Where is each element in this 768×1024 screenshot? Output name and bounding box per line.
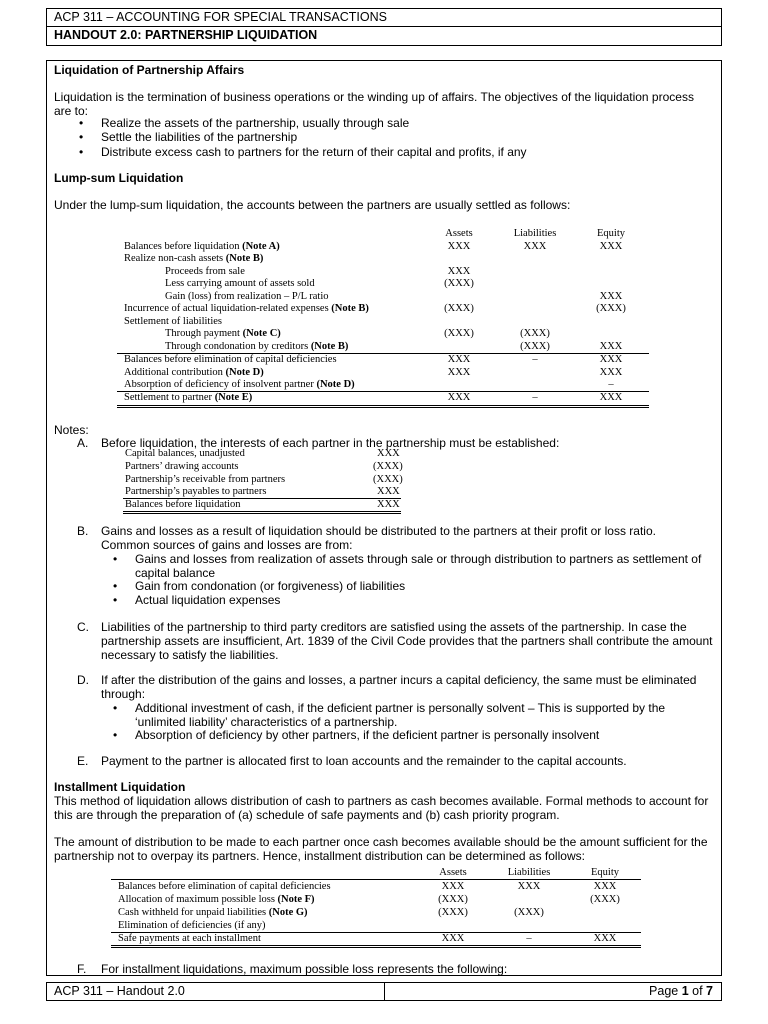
section-title-lumpsum: Lump-sum Liquidation [54, 171, 184, 185]
note-letter: B. [77, 524, 89, 538]
note-letter: C. [77, 620, 89, 634]
page-number: Page 1 of 7 [649, 984, 713, 998]
table-cell-liabilities: (XXX) [514, 907, 544, 918]
note-e-text: Payment to the partner is allocated first to loan accounts and the remainder to the capital accounts. [101, 754, 627, 768]
note-a-label: Capital balances, unadjusted [125, 448, 245, 459]
note-a-value: XXX [377, 499, 400, 510]
note-letter: A. [77, 436, 89, 450]
objective-item: • Distribute excess cash to partners for the return of their capital and profits, if any [101, 145, 527, 159]
table-cell-equity: XXX [599, 354, 623, 365]
table-row-label: Safe payments at each installment [118, 933, 261, 944]
footer-course: ACP 311 – Handout 2.0 [47, 983, 385, 1000]
course-title: ACP 311 – ACCOUNTING FOR SPECIAL TRANSACTIONS [47, 9, 721, 27]
table-cell-equity: XXX [599, 291, 623, 302]
table-cell-equity: XXX [599, 392, 623, 403]
table-cell-equity: (XXX) [596, 303, 626, 314]
note-a-label: Partnership’s receivable from partners [125, 474, 286, 485]
table-cell-liabilities: (XXX) [520, 328, 550, 339]
table-row-label: Gain (loss) from realization – P/L ratio [165, 291, 329, 302]
table-cell-liabilities: XXX [517, 881, 541, 892]
table-row-label: Allocation of maximum possible loss (Note F) [118, 894, 315, 905]
table-cell-equity: XXX [599, 241, 623, 252]
table-row-label: Balances before elimination of capital deficiencies [124, 354, 337, 365]
table-row-label: Additional contribution (Note D) [124, 367, 264, 378]
column-header-equity: Equity [591, 867, 619, 878]
table-cell-assets: XXX [447, 392, 471, 403]
table-row-label: Realize non-cash assets (Note B) [124, 253, 264, 264]
column-header-equity: Equity [597, 228, 625, 239]
note-b-line: Common sources of gains and losses are from: [101, 538, 353, 552]
note-a-text: Before liquidation, the interests of each partner in the partnership must be established: [101, 436, 560, 450]
table-cell-equity: XXX [599, 367, 623, 378]
table-row-label: Proceeds from sale [165, 266, 245, 277]
note-a-label: Partners’ drawing accounts [125, 461, 239, 472]
column-header-assets: Assets [439, 867, 467, 878]
note-a-value: (XXX) [373, 474, 403, 485]
section-title-liquidation: Liquidation of Partnership Affairs [54, 63, 245, 77]
installment-paragraph: This method of liquidation allows distribution of cash to partners as cash becomes available. Formal methods to account for this are through the preparation of (a) schedule of safe payments and (b) cash priority program. [54, 794, 709, 822]
table-cell-assets: (XXX) [444, 328, 474, 339]
lumpsum-paragraph: Under the lump-sum liquidation, the accounts between the partners are usually settled as follows: [54, 198, 571, 212]
note-letter: E. [77, 754, 89, 768]
intro-paragraph: Liquidation is the termination of business operations or the winding up of affairs. The objectives of the liquidation process are to: [54, 90, 694, 118]
table-cell-assets: XXX [447, 241, 471, 252]
table-double-rule [123, 511, 401, 514]
note-d-bullet: • Additional investment of cash, if the deficient partner is personally solvent – This is supported by the ‘unlimited liability’ characteristics of a partnership. [135, 701, 715, 729]
table-cell-assets: XXX [447, 266, 471, 277]
table-cell-equity: XXX [593, 881, 617, 892]
table-row-label: Cash withheld for unpaid liabilities (Note G) [118, 907, 308, 918]
note-c-text: Liabilities of the partnership to third party creditors are satisfied using the assets of the partnership. In case the partnership assets are insufficient, Art. 1839 of the Civil Code provides that the partners shall contribute the amount necessary to satisfy the liabilities. [101, 620, 713, 662]
note-b-bullet: • Gains and losses from realization of assets through sale or through distribution to partners as settlement of capital balance [135, 552, 715, 580]
note-b-bullet: • Actual liquidation expenses [135, 593, 280, 607]
note-letter: D. [77, 673, 89, 687]
installment-paragraph: The amount of distribution to be made to each partner once cash becomes available should be the amount sufficient for the partnership not to overpay its partners. Hence, installment distribution can be determined as follows: [54, 835, 708, 863]
table-row-label: Through condonation by creditors (Note B) [165, 341, 349, 352]
objective-item: • Settle the liabilities of the partnership [101, 130, 297, 144]
handout-header [46, 8, 722, 46]
table-cell-assets: (XXX) [444, 303, 474, 314]
table-row-label: Elimination of deficiencies (if any) [118, 920, 266, 931]
note-a-value: XXX [377, 448, 400, 459]
table-row-label: Less carrying amount of assets sold [165, 278, 315, 289]
table-row-label: Settlement of liabilities [124, 316, 222, 327]
table-cell-assets: (XXX) [438, 907, 468, 918]
note-f-text: For installment liquidations, maximum possible loss represents the following: [101, 962, 508, 976]
table-cell-assets: (XXX) [444, 278, 474, 289]
table-row-label: Balances before liquidation (Note A) [124, 241, 280, 252]
note-b-line: Gains and losses as a result of liquidation should be distributed to the partners at their profit or loss ratio. [101, 524, 656, 538]
table-double-rule [117, 405, 649, 408]
column-header-liabilities: Liabilities [507, 867, 551, 878]
section-title-installment: Installment Liquidation [54, 780, 186, 794]
table-double-rule [111, 945, 641, 948]
note-letter: F. [77, 962, 87, 976]
note-b-bullet: • Gain from condonation (or forgiveness) of liabilities [135, 579, 405, 593]
table-row-label: Settlement to partner (Note E) [124, 392, 253, 403]
table-cell-liabilities: – [526, 933, 532, 944]
note-d-bullet: • Absorption of deficiency by other partners, if the deficient partner is personally insolvent [135, 728, 599, 742]
page-footer [46, 982, 722, 1001]
table-cell-liabilities: – [532, 354, 538, 365]
table-row-label: Absorption of deficiency of insolvent partner (Note D) [124, 379, 355, 390]
table-rule [111, 879, 641, 880]
note-d-text: If after the distribution of the gains and losses, a partner incurs a capital deficiency, the same must be eliminated through: [101, 673, 697, 701]
column-header-assets: Assets [445, 228, 473, 239]
main-content [46, 60, 722, 976]
notes-title: Notes: [54, 423, 89, 437]
table-cell-liabilities: XXX [523, 241, 547, 252]
table-row-label: Balances before elimination of capital deficiencies [118, 881, 331, 892]
table-cell-liabilities: (XXX) [520, 341, 550, 352]
table-row-label: Through payment (Note C) [165, 328, 281, 339]
note-a-label: Partnership’s payables to partners [125, 486, 267, 497]
table-cell-assets: XXX [441, 933, 465, 944]
table-cell-assets: XXX [447, 354, 471, 365]
table-cell-equity: XXX [593, 933, 617, 944]
table-cell-equity: – [608, 379, 614, 390]
handout-title: HANDOUT 2.0: PARTNERSHIP LIQUIDATION [54, 28, 318, 42]
table-cell-assets: (XXX) [438, 894, 468, 905]
table-cell-equity: (XXX) [590, 894, 620, 905]
objective-item: • Realize the assets of the partnership, usually through sale [101, 116, 409, 130]
column-header-liabilities: Liabilities [513, 228, 557, 239]
note-a-value: XXX [377, 486, 400, 497]
table-cell-assets: XXX [447, 367, 471, 378]
note-a-label: Balances before liquidation [125, 499, 241, 510]
table-cell-liabilities: – [532, 392, 538, 403]
note-a-value: (XXX) [373, 461, 403, 472]
table-cell-assets: XXX [441, 881, 465, 892]
table-cell-equity: XXX [599, 341, 623, 352]
table-row-label: Incurrence of actual liquidation-related expenses (Note B) [124, 303, 369, 314]
